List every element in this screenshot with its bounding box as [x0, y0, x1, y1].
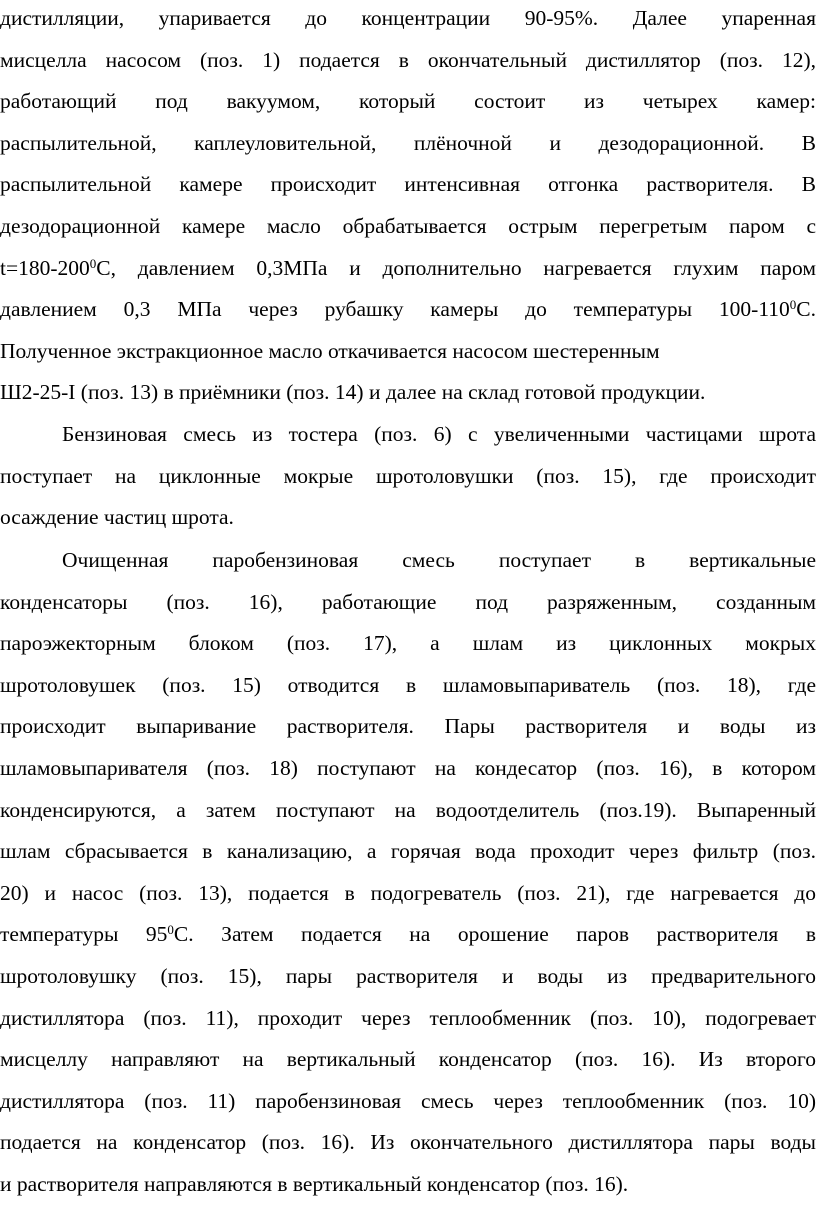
text-line: шротоловушек (поз. 15) отводится в шламовыпариватель (поз. 18), где — [0, 672, 816, 697]
text-line: осаждение частиц шрота. — [0, 505, 234, 530]
degree-superscript: 0 — [789, 297, 797, 313]
text-line: дистиллятора (поз. 11) паробензиновая смесь через теплообменник (поз. 10) — [0, 1088, 816, 1113]
text-segment: С, давлением 0,3МПа и дополнительно нагревается глухим паром — [96, 255, 816, 280]
text-line: конденсаторы (поз. 16), работающие под разряженным, созданным — [0, 589, 816, 614]
text-line: работающий под вакуумом, который состоит из четырех камер: — [0, 89, 816, 114]
text-segment: С. Затем подается на орошение паров растворителя в — [173, 922, 816, 947]
paragraph-2 — [0, 414, 816, 539]
degree-superscript: 0 — [167, 922, 174, 938]
text-segment: С. — [796, 297, 816, 322]
paragraph-1 — [0, 0, 816, 414]
text-line: подается на конденсатор (поз. 16). Из окончательного дистиллятора пары воды — [0, 1130, 816, 1155]
text-line — [0, 914, 816, 956]
text-line: поступает на циклонные мокрые шротоловушки (поз. 15), где происходит — [0, 463, 816, 488]
text-line: пароэжекторным блоком (поз. 17), а шлам из циклонных мокрых — [0, 631, 816, 656]
text-line: дистилляции, упаривается до концентрации 90-95%. Далее упаренная — [0, 6, 816, 30]
text-line — [0, 289, 816, 331]
text-line: происходит выпаривание растворителя. Пары растворителя и воды из — [0, 714, 816, 739]
text-line: 20) и насос (поз. 13), подается в подогреватель (поз. 21), где нагревается до — [0, 880, 816, 905]
text-segment: t=180-200 — [0, 255, 90, 280]
text-segment: температуры 95 — [0, 922, 168, 947]
paragraph-3 — [0, 540, 816, 1206]
text-line: шлам сбрасывается в канализацию, а горячая вода проходит через фильтр (поз. — [0, 839, 816, 864]
text-line — [0, 248, 816, 290]
degree-superscript: 0 — [89, 255, 97, 271]
text-line: распылительной камере происходит интенсивная отгонка растворителя. В — [0, 172, 816, 197]
text-line: мисцеллу направляют на вертикальный конденсатор (поз. 16). Из второго — [0, 1047, 816, 1072]
text-line: распылительной, каплеуловительной, плёночной и дезодорационной. В — [0, 130, 816, 155]
text-line: Очищенная паробензиновая смесь поступает в вертикальные — [62, 548, 816, 572]
text-line: Ш2-25-I (поз. 13) в приёмники (поз. 14) и далее на склад готовой продукции. — [0, 380, 706, 405]
text-line: Полученное экстракционное масло откачивается насосом шестеренным — [0, 338, 660, 363]
text-line: мисцелла насосом (поз. 1) подается в окончательный дистиллятор (поз. 12), — [0, 47, 816, 72]
text-line: Бензиновая смесь из тостера (поз. 6) с увеличенными частицами шрота — [62, 422, 816, 446]
text-line: шламовыпаривателя (поз. 18) поступают на кондесатор (поз. 16), в котором — [0, 755, 816, 780]
text-line: дезодорационной камере масло обрабатывается острым перегретым паром с — [0, 213, 816, 238]
text-line: конденсируются, а затем поступают на водоотделитель (поз.19). Выпаренный — [0, 797, 816, 822]
text-line: дистиллятора (поз. 11), проходит через теплообменник (поз. 10), подогревает — [0, 1005, 816, 1030]
text-line: шротоловушку (поз. 15), пары растворителя и воды из предварительного — [0, 963, 816, 988]
text-segment: давлением 0,3 МПа через рубашку камеры до температуры 100-110 — [0, 297, 790, 322]
text-line: и растворителя направляются в вертикальный конденсатор (поз. 16). — [0, 1171, 629, 1196]
